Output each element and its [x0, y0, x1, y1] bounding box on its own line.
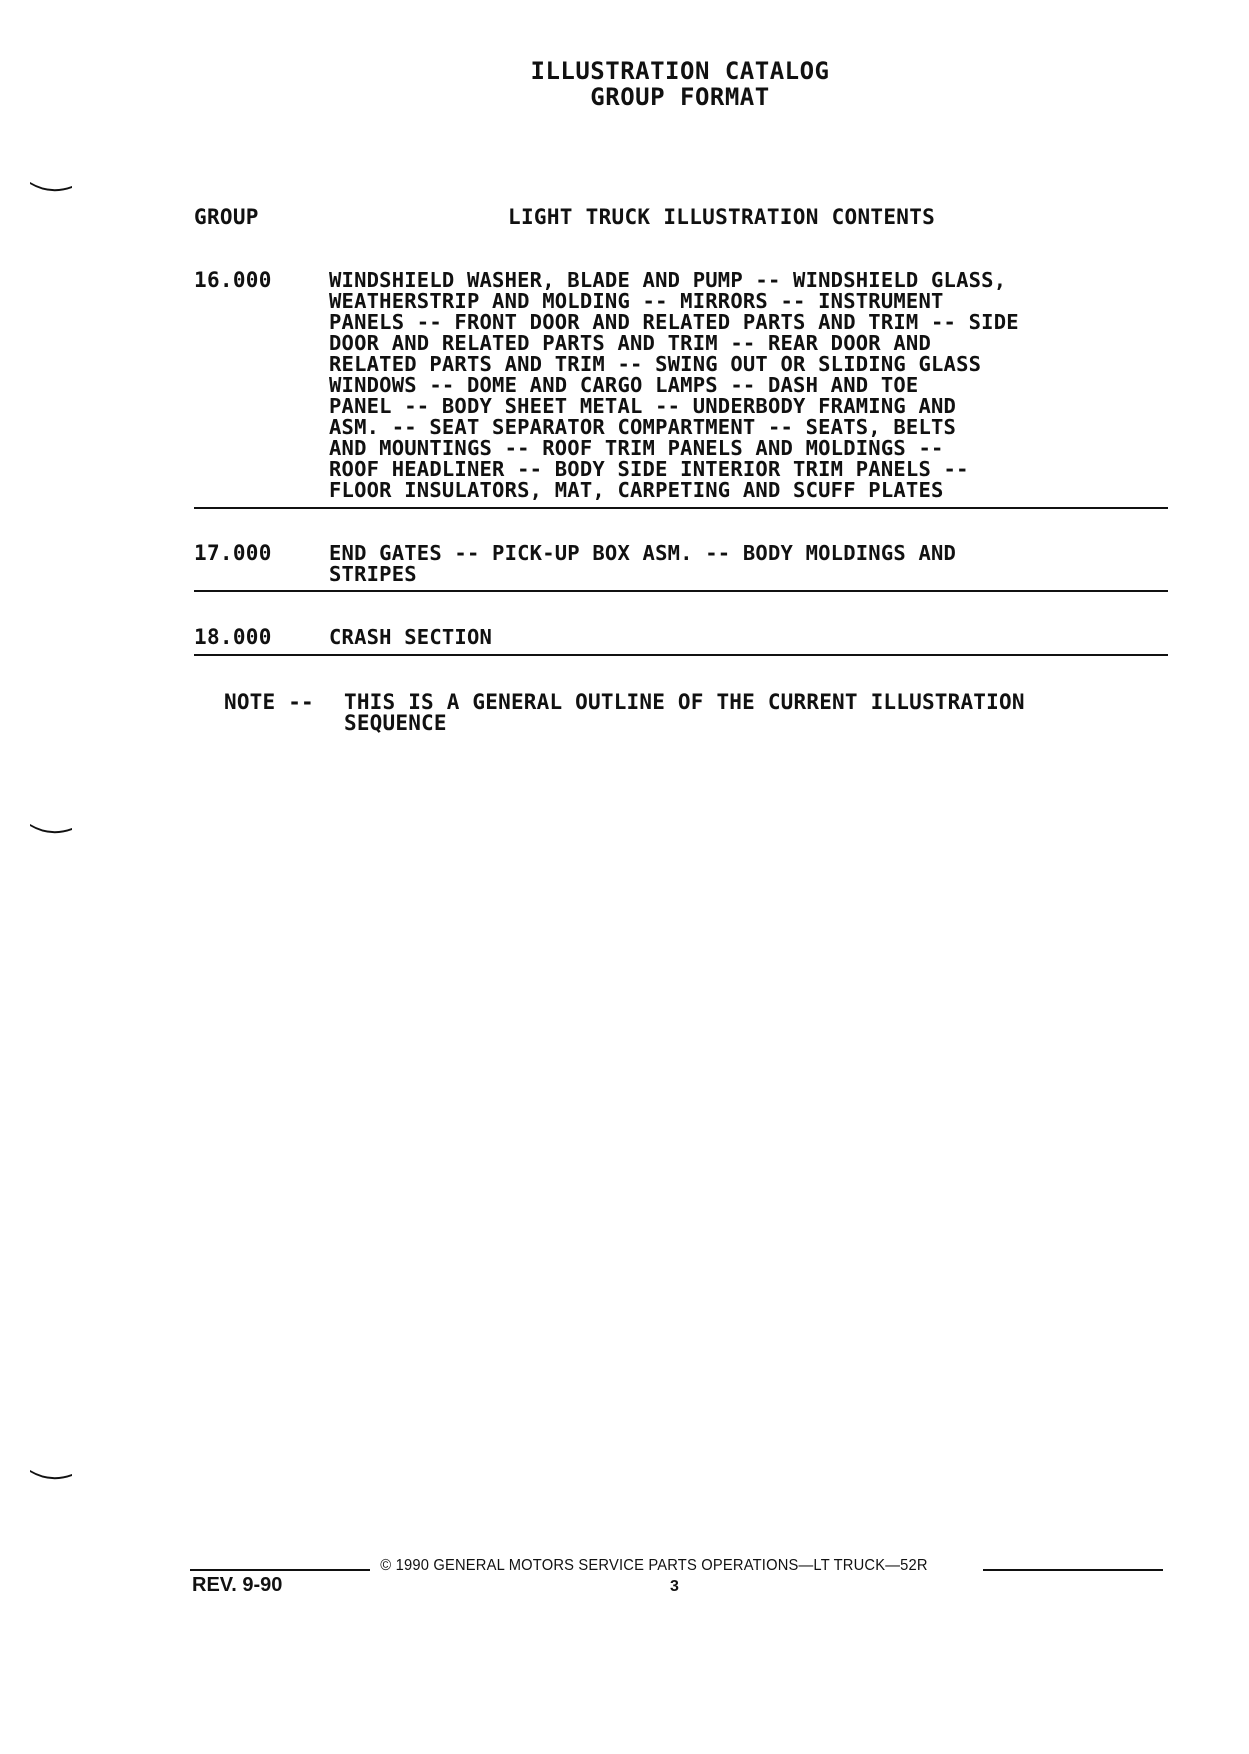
group-description: WINDSHIELD WASHER, BLADE AND PUMP -- WINDSHIELD GLASS, WEATHERSTRIP AND MOLDING -- MIRRORS -- INSTRUMENT PANELS -- FRONT DOOR AND RELATED PARTS AND TRIM -- SIDE DOOR AND RELATED PARTS AND TRIM -- REAR DOOR AND RELATED PARTS AND TRIM -- SWING OUT OR SLIDING GLASS WINDOWS -- DOME AND CARGO LAMPS -- DASH AND TOE PANEL -- BODY SHEET METAL -- UNDERBODY FRAMING AND ASM. -- SEAT SEPARATOR COMPARTMENT -- SEATS, BELTS AND MOUNTINGS -- ROOF TRIM PANELS AND MOLDINGS -- ROOF HEADLINER -- BODY SIDE INTERIOR TRIM PANELS -- FLOOR INSULATORS, MAT, CARPETING AND SCUFF PLATES: [329, 268, 1019, 502]
note-label: NOTE --: [224, 690, 314, 714]
divider: [194, 654, 1168, 656]
footer-rule: [190, 1569, 370, 1571]
group-description: END GATES -- PICK-UP BOX ASM. -- BODY MOLDINGS AND STRIPES: [329, 541, 957, 586]
contents-column-header: LIGHT TRUCK ILLUSTRATION CONTENTS: [508, 205, 936, 229]
binder-hole-mark: [30, 180, 72, 194]
divider: [194, 590, 1168, 592]
group-number: 18.000: [194, 625, 272, 649]
group-column-header: GROUP: [194, 205, 259, 229]
divider: [194, 507, 1168, 509]
page-subtitle: GROUP FORMAT: [590, 83, 770, 111]
revision-label: REV. 9-90: [192, 1574, 283, 1596]
note-text: THIS IS A GENERAL OUTLINE OF THE CURRENT ILLUSTRATION SEQUENCE: [344, 690, 1025, 735]
page-title: ILLUSTRATION CATALOG: [530, 57, 830, 85]
binder-hole-mark: [30, 822, 72, 836]
group-number: 17.000: [194, 541, 272, 565]
page-number: 3: [670, 1578, 679, 1595]
footer-copyright: © 1990 GENERAL MOTORS SERVICE PARTS OPERATIONS—LT TRUCK—52R: [380, 1557, 928, 1574]
group-number: 16.000: [194, 268, 272, 292]
binder-hole-mark: [30, 1468, 72, 1482]
footer-rule: [983, 1569, 1163, 1571]
group-description: CRASH SECTION: [329, 625, 493, 649]
